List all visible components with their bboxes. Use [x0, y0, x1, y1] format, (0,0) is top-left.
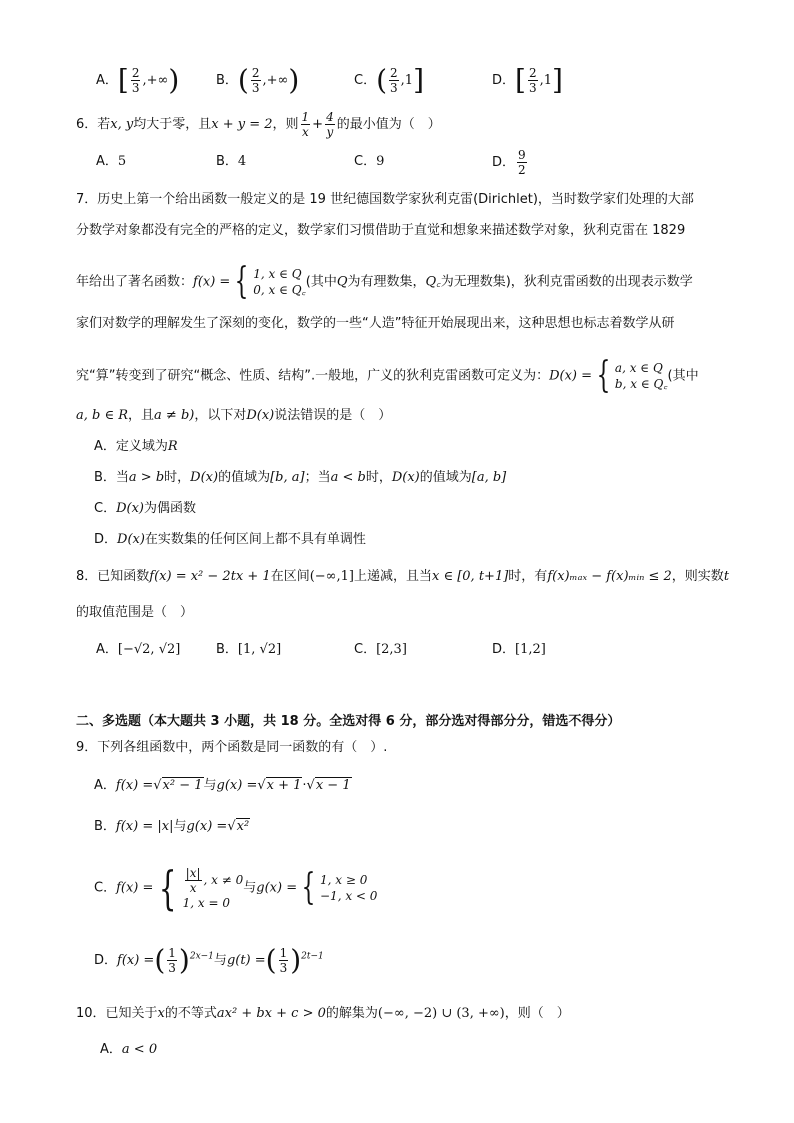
- q7-line-4: 家们对数学的理解发生了深刻的变化，数学的一些“人造”特征开始展现出来，这种思想也标志着数学从研: [76, 316, 675, 331]
- fraction: $\frac{1}{3}$: [279, 946, 288, 975]
- piecewise-cases: a, x ∈ Q b, x ∈ Q꜀: [614, 361, 668, 391]
- q7-option-a: A．定义域为R: [94, 439, 178, 454]
- q7-line-1: 7．历史上第一个给出函数一般定义的是 19 世纪德国数学家狄利克雷(Dirichlet)，当时数学家们处理的大部: [76, 192, 694, 207]
- q7-option-c: C．D(x)为偶函数: [94, 501, 196, 516]
- q8-option-c: C．[2,3]: [354, 642, 407, 657]
- q8-option-b: B．[1, √2]: [216, 642, 282, 657]
- fraction: $\frac{1}{x}$: [301, 110, 310, 139]
- q6-stem: 6．若x, y均大于零，且x + y = 2，则 $\frac{1}{x}$ + $\frac{4}{y}$ 的最小值为（ ）: [76, 110, 441, 139]
- fraction: $\frac{|x|}{x}$: [185, 865, 201, 895]
- q6-option-d: D． $\frac{9}{2}$: [492, 148, 526, 177]
- q9-stem: 9．下列各组函数中，两个函数是同一函数的有（ ）.: [76, 740, 388, 755]
- q7-line-3: 年给出了著名函数：f(x) = { 1, x ∈ Q 0, x ∈ Q꜀ (其中Q为有理数集，Q꜀为无理数集)，狄利克雷函数的出现表示数学: [76, 261, 693, 302]
- piecewise-cases: $\frac{|x|}{x}$ , x ≠ 0 1, x = 0: [182, 865, 244, 910]
- q5-option-a: A．[ $\frac{2}{3}$ ,+∞): [96, 63, 180, 97]
- q9-option-a: A．f(x) =√x² − 1与g(x) =√x + 1·√x − 1: [94, 778, 351, 793]
- fraction: $\frac{4}{y}$: [326, 110, 334, 139]
- q8-option-a: A．[−√2, √2]: [96, 642, 181, 657]
- q8-option-d: D．[1,2]: [492, 642, 546, 657]
- piecewise-cases: 1, x ≥ 0 −1, x < 0: [320, 873, 378, 903]
- q8-stem-line-2: 的取值范围是（ ）: [76, 605, 194, 620]
- q9-option-c: C．f(x) = { $\frac{|x|}{x}$ , x ≠ 0 1, x = 0 与g(x) = { 1, x ≥ 0 −1, x < 0: [94, 861, 378, 915]
- option-label: D．: [492, 73, 516, 88]
- fraction: $\frac{2}{3}$: [528, 66, 537, 95]
- piecewise-cases: 1, x ∈ Q 0, x ∈ Q꜀: [253, 267, 306, 297]
- fraction: $\frac{2}{3}$: [131, 66, 140, 95]
- q5-option-b: B．( $\frac{2}{3}$ ,+∞): [216, 63, 300, 97]
- fraction: $\frac{2}{3}$: [251, 66, 260, 95]
- option-label: C．: [354, 73, 377, 88]
- q6-option-c: C．9: [354, 154, 385, 169]
- q7-option-b: B．当a > b时，D(x)的值域为[b, a]；当a < b时，D(x)的值域为[a, b]: [94, 470, 507, 485]
- q7-line-6: a, b ∈ R，且a ≠ b)，以下对D(x)说法错误的是（ ）: [76, 408, 392, 423]
- q7-option-d: D．D(x)在实数集的任何区间上都不具有单调性: [94, 532, 366, 547]
- option-label: B．: [216, 73, 238, 88]
- q7-line-2: 分数学对象都没有完全的严格的定义，数学家们习惯借助于直觉和想象来描述数学对象，狄利克雷在 1829: [76, 223, 686, 238]
- fraction: $\frac{1}{3}$: [168, 946, 176, 975]
- q7-line-5: 究“算”转变到了研究“概念、性质、结构”.一般地，广义的狄利克雷函数可定义为：D(x) = { a, x ∈ Q b, x ∈ Q꜀ (其中: [76, 355, 699, 396]
- q5-option-d: D．[ $\frac{2}{3}$ ,1]: [492, 63, 563, 97]
- q9-option-b: B．f(x) = |x|与g(x) =√x²: [94, 819, 250, 834]
- q5-option-c: C．( $\frac{2}{3}$ ,1]: [354, 63, 424, 97]
- section-heading: 二、多选题（本大题共 3 小题，共 18 分。全选对得 6 分，部分选对得部分分，错选不得分）: [76, 714, 621, 729]
- q6-option-a: A．5: [96, 154, 127, 169]
- q9-option-d: D．f(x) =( $\frac{1}{3}$ )$^{2x-1}$与g(t) =( $\frac{1}{3}$ )$^{2t-1}$: [94, 943, 324, 977]
- q6-option-b: B．4: [216, 154, 247, 169]
- option-label: A．: [96, 73, 118, 88]
- q10-option-a: A．a < 0: [100, 1042, 158, 1057]
- q10-stem: 10．已知关于x的不等式ax² + bx + c > 0的解集为(−∞, −2) ∪ (3, +∞)，则（ ）: [76, 1006, 570, 1021]
- fraction: $\frac{2}{3}$: [390, 66, 398, 95]
- q8-stem: 8．已知函数f(x) = x² − 2tx + 1在区间(−∞,1]上递减，且当x ∈ [0, t+1]时，有f(x)ₘₐₓ − f(x)ₘᵢₙ ≤ 2，则实数t: [76, 569, 730, 584]
- fraction: $\frac{9}{2}$: [518, 148, 526, 177]
